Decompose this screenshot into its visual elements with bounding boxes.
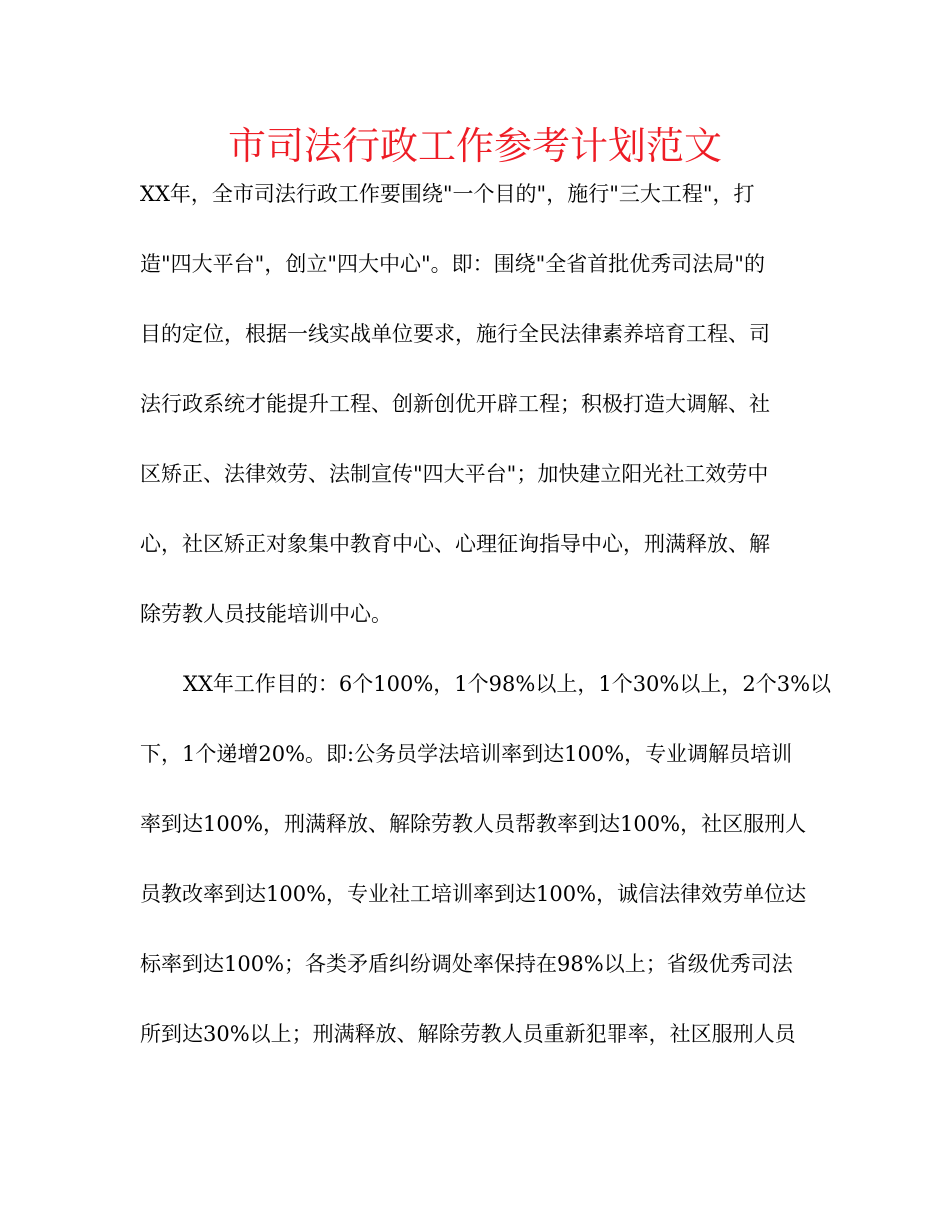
- document-title: 市司法行政工作参考计划范文: [227, 124, 722, 168]
- paragraph-2-line-6: 所到达30%以上；刑满释放、解除劳教人员重新犯罪率，社区服刑人员: [140, 1022, 796, 1046]
- paragraph-1-line-5: 区矫正、法律效劳、法制宣传"四大平台"；加快建立阳光社工效劳中: [140, 462, 769, 486]
- paragraph-1-line-7: 除劳教人员技能培训中心。: [140, 602, 392, 626]
- paragraph-1-line-2: 造"四大平台"，创立"四大中心"。即：围绕"全省首批优秀司法局"的: [140, 252, 765, 276]
- paragraph-2-line-2: 下，1个递增20%。即:公务员学法培训率到达100%，专业调解员培训: [140, 742, 793, 766]
- paragraph-2-line-1: XX年工作目的：6个100%，1个98%以上，1个30%以上，2个3%以: [183, 672, 832, 696]
- paragraph-2-line-3: 率到达100%，刑满释放、解除劳教人员帮教率到达100%，社区服刑人: [140, 812, 807, 836]
- paragraph-1-line-1: XX年，全市司法行政工作要围绕"一个目的"，施行"三大工程"，打: [140, 182, 755, 206]
- paragraph-1-line-3: 目的定位，根据一线实战单位要求，施行全民法律素养培育工程、司: [140, 322, 770, 346]
- paragraph-1-line-6: 心，社区矫正对象集中教育中心、心理征询指导中心，刑满释放、解: [140, 532, 770, 556]
- paragraph-2-line-4: 员教改率到达100%，专业社工培训率到达100%，诚信法律效劳单位达: [140, 882, 807, 906]
- paragraph-1-line-4: 法行政系统才能提升工程、创新创优开辟工程；积极打造大调解、社: [140, 392, 770, 416]
- paragraph-2-line-5: 标率到达100%；各类矛盾纠纷调处率保持在98%以上；省级优秀司法: [140, 952, 793, 976]
